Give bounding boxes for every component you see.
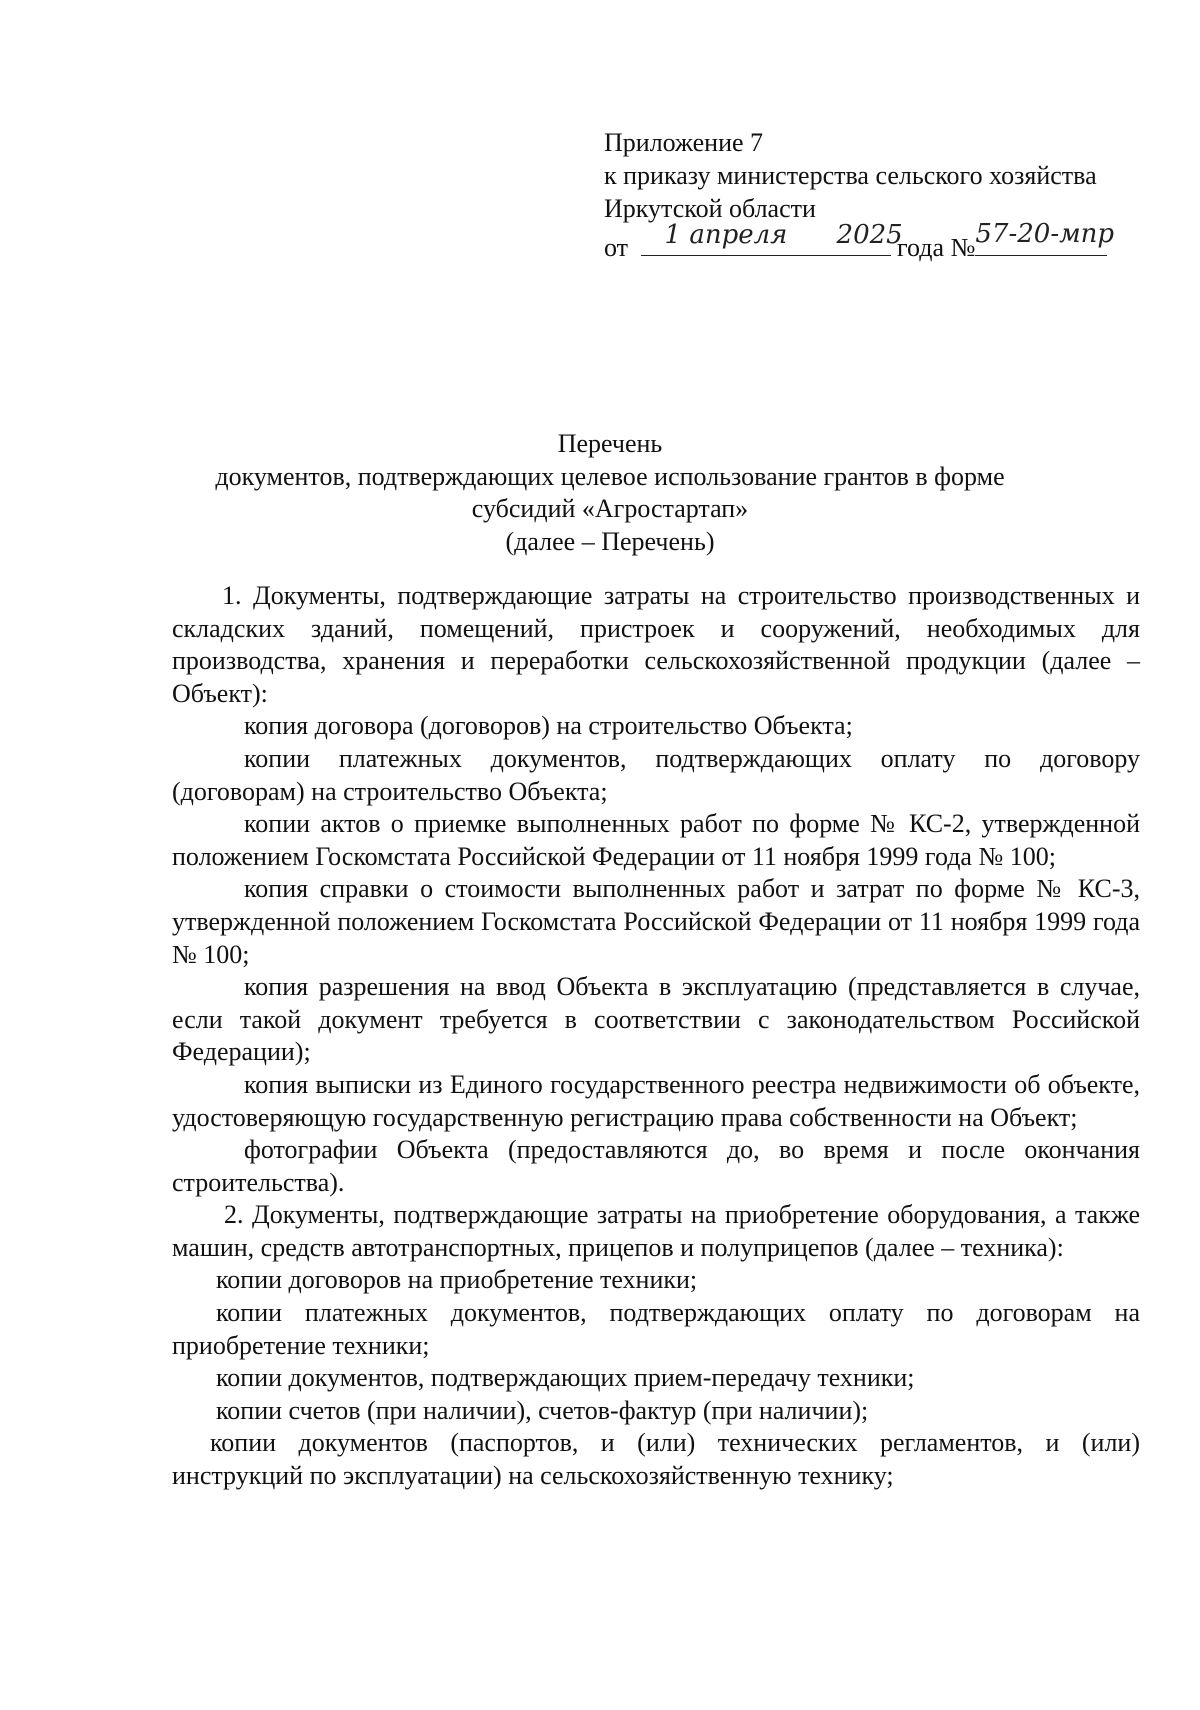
appendix-header [604, 126, 1115, 264]
list-item: копии счетов (при наличии), счетов-фактур (при наличии); [216, 1395, 869, 1425]
title-line-1: Перечень [557, 429, 663, 458]
list-item: копии актов о приемке выполненных работ по форме № КС-2, утвержденной положением Госкомстата Российской Федерации от 11 ноября 1999 года № 100; [172, 809, 1140, 871]
list-item: копия договора (договоров) на строительство Объекта; [244, 711, 853, 741]
list-item: фотографии Объекта (предоставляются до, во время и после окончания строительства). [172, 1135, 1140, 1197]
year-number-label: года № [897, 233, 976, 262]
title-line-2: документов, подтверждающих целевое использование грантов в форме [215, 461, 1005, 491]
document-body [172, 580, 1140, 1493]
paragraph-1: 1. Документы, подтверждающие затраты на строительство производственных и складских зданий, помещений, пристроек и сооружений, необходимых для производства, хранения и переработки сельскохозяйственной продукции (далее – Объект): [172, 581, 1140, 708]
list-item: копии документов (паспортов, и (или) технических регламентов, и (или) инструкций по эксплуатации) на сельскохозяйственную технику; [172, 1428, 1140, 1491]
document-title [170, 428, 1050, 558]
list-item: копия разрешения на ввод Объекта в эксплуатацию (представляется в случае, если такой документ требуется в соответствии с законодательством Российской Федерации); [172, 972, 1140, 1067]
appendix-region: Иркутской области [604, 194, 816, 223]
list-item: копия справки о стоимости выполненных работ и затрат по форме № КС-3, утвержденной положением Госкомстата Российской Федерации от 11 ноября 1999 года № 100; [172, 874, 1140, 969]
list-item: копия выписки из Единого государственного реестра недвижимости об объекте, удостоверяющую государственную регистрацию права собственности на Объект; [172, 1069, 1140, 1132]
appendix-order-ref: к приказу министерства сельского хозяйства [604, 161, 1097, 190]
handwritten-year: 2025 [836, 220, 903, 250]
paragraph-2: 2. Документы, подтверждающие затраты на приобретение оборудования, а также машин, средств автотранспортных, прицепов и полуприцепов (далее – техника): [172, 1200, 1140, 1262]
handwritten-number: 57-20-мпр [975, 219, 1115, 249]
title-line-4: (далее – Перечень) [505, 526, 715, 556]
list-item: копии договоров на приобретение техники; [216, 1265, 698, 1295]
from-label: от [604, 233, 629, 262]
appendix-number: Приложение 7 [604, 128, 764, 157]
date-field [641, 220, 903, 256]
list-item: копии платежных документов, подтверждающих оплату по договору (договорам) на строительство Объекта; [172, 743, 1140, 806]
handwritten-date: 1 апреля [664, 220, 788, 250]
list-item: копии платежных документов, подтверждающих оплату по договорам на приобретение техники; [172, 1298, 1140, 1360]
appendix-date-line [604, 219, 1115, 264]
number-field [975, 219, 1115, 256]
title-line-3: субсидий «Агростартап» [471, 494, 749, 524]
list-item: копии документов, подтверждающих прием-передачу техники; [216, 1363, 915, 1393]
